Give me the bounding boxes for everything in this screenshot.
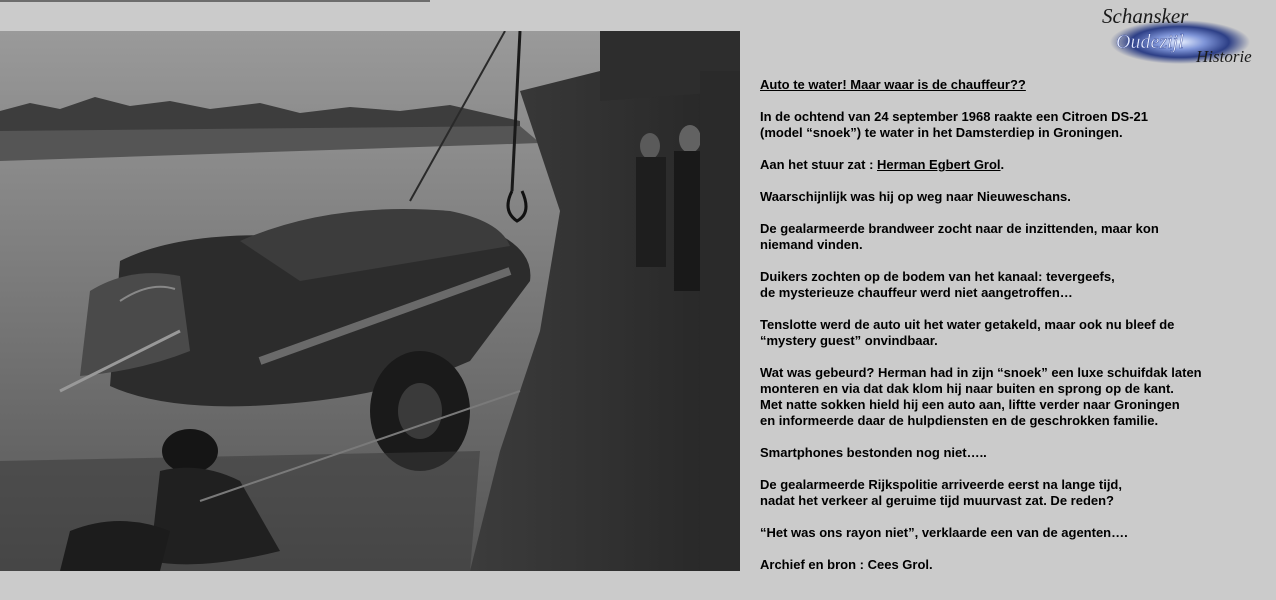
logo-line-3: Historie [1196, 47, 1252, 66]
logo-line-2: Oudezijl [1116, 31, 1184, 53]
paragraph-3: Waarschijnlijk was hij op weg naar Nieuweschans. [760, 189, 1071, 204]
article-title [760, 77, 1270, 93]
top-divider [0, 0, 430, 2]
logo-graphic [1100, 4, 1272, 68]
source-credit: Archief en bron : Cees Grol. [760, 557, 933, 572]
paragraph-2 [760, 157, 1270, 173]
driver-suffix: . [1000, 157, 1005, 172]
paragraph-8: Smartphones bestonden nog niet….. [760, 445, 987, 460]
site-logo[interactable] [1100, 4, 1272, 68]
paragraph-5: Duikers zochten op de bodem van het kanaal: tevergeefs, de mysterieuze chauffeur werd niet aangetroffen… [760, 269, 1115, 300]
paragraph-6: Tenslotte werd de auto uit het water getakeld, maar ook nu bleef de “mystery guest” onvindbaar. [760, 317, 1175, 348]
paragraph-1: In de ochtend van 24 september 1968 raakte een Citroen DS-21 (model “snoek”) te water in het Damsterdiep in Groningen. [760, 109, 1148, 140]
article-title-text: Auto te water! Maar waar is de chauffeur?? [760, 77, 1026, 92]
article [760, 77, 1270, 589]
paragraph-9: De gealarmeerde Rijkspolitie arriveerde eerst na lange tijd, nadat het verkeer al geruime tijd muurvast zat. De reden? [760, 477, 1122, 508]
paragraph-10: “Het was ons rayon niet”, verklaarde een van de agenten…. [760, 525, 1128, 540]
driver-name-link[interactable]: Herman Egbert Grol [877, 157, 1001, 172]
archive-photo [0, 31, 740, 571]
driver-label: Aan het stuur zat : [760, 157, 878, 172]
logo-line-1: Schansker [1102, 4, 1189, 28]
paragraph-4: De gealarmeerde brandweer zocht naar de inzittenden, maar kon niemand vinden. [760, 221, 1159, 252]
paragraph-7: Wat was gebeurd? Herman had in zijn “snoek” een luxe schuifdak laten monteren en via dat dak klom hij naar buiten en sprong op de kant. Met natte sokken hield hij een auto aan, liftte verder naar Groningen en informeerde daar de hulpdiensten en de geschrokken familie. [760, 365, 1202, 428]
